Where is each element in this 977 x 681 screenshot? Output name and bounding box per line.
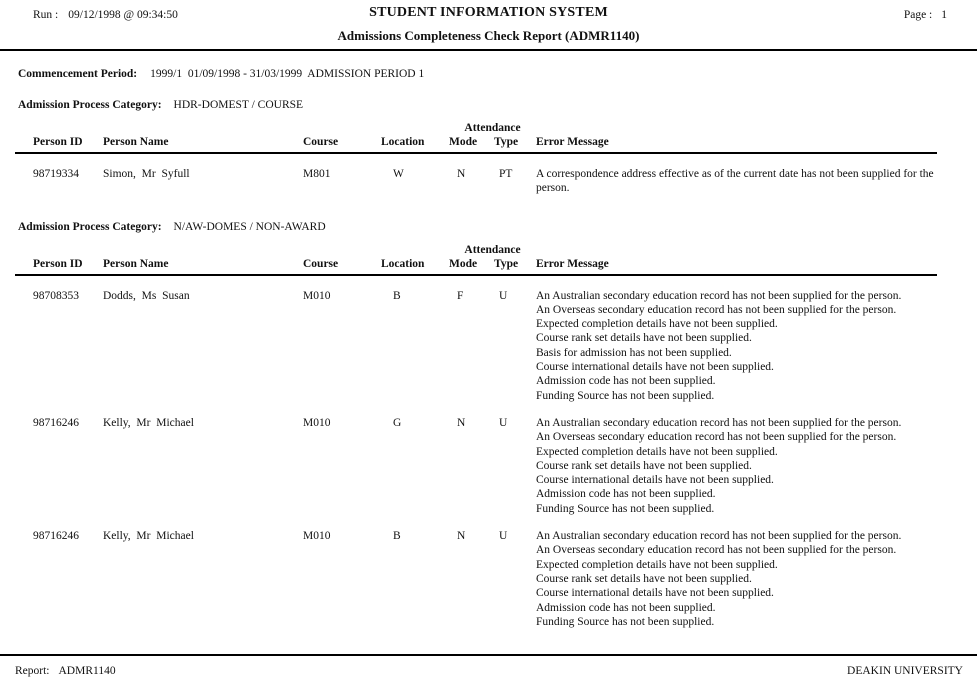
error-message: An Australian secondary education record has not been supplied for the person. [536, 530, 902, 543]
table-row [33, 289, 937, 403]
cell-person-id: 98719334 [33, 168, 79, 180]
col-header-person-id: Person ID [33, 136, 83, 148]
col-header-person-name: Person Name [103, 257, 169, 270]
error-message: Expected completion details have not been supplied. [536, 318, 778, 331]
run-value: 09/12/1998 @ 09:34:50 [68, 9, 178, 21]
page-label: Page : [903, 9, 933, 21]
cell-person-name: Kelly, Mr Michael [103, 416, 194, 429]
category-label: Admission Process Category: [18, 99, 162, 111]
error-message: Admission code has not been supplied. [536, 488, 716, 501]
cell-mode: N [457, 530, 466, 543]
col-header-error-message: Error Message [536, 136, 609, 148]
cell-location: W [393, 168, 404, 180]
category-line [18, 220, 977, 234]
cell-person-name: Dodds, Ms Susan [103, 289, 190, 302]
page-number-line [904, 8, 947, 22]
error-message: Funding Source has not been supplied. [536, 502, 715, 515]
error-message: An Australian secondary education record has not been supplied for the person. [536, 416, 902, 429]
cell-course: M010 [303, 416, 331, 429]
cell-type: U [499, 530, 508, 543]
col-header-location: Location [381, 136, 425, 148]
attendance-group-row [33, 243, 937, 257]
cell-error-messages [536, 289, 937, 403]
error-message: Course rank set details have not been supplied. [536, 459, 752, 472]
commencement-label: Commencement Period: [18, 68, 138, 80]
attendance-group-header: Attendance [464, 243, 521, 256]
error-message: Course international details have not been supplied. [536, 474, 774, 487]
attendance-group-row [33, 121, 937, 135]
error-message: Course rank set details have not been supplied. [536, 572, 752, 585]
cell-location: B [393, 530, 401, 543]
page-number: 1 [941, 9, 947, 21]
col-header-mode: Mode [449, 136, 478, 148]
col-header-type: Type [494, 257, 519, 270]
error-message: Basis for admission has not been supplied. [536, 346, 732, 359]
error-message: Admission code has not been supplied. [536, 601, 716, 614]
report-title: STUDENT INFORMATION SYSTEM [369, 5, 608, 20]
cell-type: U [499, 416, 508, 429]
col-header-course: Course [303, 257, 339, 270]
error-message: Funding Source has not been supplied. [536, 389, 715, 402]
footer-university: DEAKIN UNIVERSITY [847, 665, 963, 677]
col-header-person-id: Person ID [33, 257, 83, 270]
error-message: Course rank set details have not been supplied. [536, 332, 752, 345]
error-message: Expected completion details have not been supplied. [536, 558, 778, 571]
cell-person-id: 98716246 [33, 530, 79, 543]
report-subtitle: Admissions Completeness Check Report (ADMR1140) [337, 28, 640, 43]
footer-report-label: Report: [15, 665, 50, 677]
col-header-person-name: Person Name [103, 136, 169, 148]
error-message: An Overseas secondary education record has not been supplied for the person. [536, 544, 897, 557]
cell-error-messages [536, 167, 937, 196]
cell-course: M010 [303, 530, 331, 543]
col-header-mode: Mode [449, 257, 478, 270]
error-message: An Overseas secondary education record has not been supplied for the person. [536, 431, 897, 444]
run-label: Run : [33, 9, 59, 21]
error-message: A correspondence address effective as of the current date has not been supplied for the person. [536, 168, 934, 195]
table-column-headers [33, 257, 937, 271]
commencement-value: 1999/1 01/09/1998 - 31/03/1999 ADMISSION PERIOD 1 [150, 68, 425, 80]
table-header-rule [15, 152, 937, 154]
table-row [33, 167, 937, 196]
table-row [33, 416, 937, 516]
cell-course: M010 [303, 289, 331, 302]
cell-location: B [393, 289, 401, 302]
col-header-location: Location [381, 257, 425, 270]
footer-report-value: ADMR1140 [58, 665, 116, 677]
category-value: HDR-DOMEST / COURSE [173, 99, 304, 111]
cell-mode: N [457, 168, 466, 180]
cell-type: U [499, 289, 508, 302]
cell-error-messages [536, 529, 937, 629]
cell-location: G [393, 416, 402, 429]
page-footer [0, 654, 977, 678]
col-header-error-message: Error Message [536, 257, 609, 270]
cell-person-name: Kelly, Mr Michael [103, 530, 194, 543]
cell-mode: F [457, 289, 464, 302]
page-header [0, 0, 977, 51]
cell-person-name: Simon, Mr Syfull [103, 168, 190, 180]
error-message: Admission code has not been supplied. [536, 375, 716, 388]
category-value: N/AW-DOMES / NON-AWARD [173, 220, 326, 233]
cell-type: PT [499, 168, 513, 180]
error-message: An Overseas secondary education record has not been supplied for the person. [536, 303, 897, 316]
error-message: Funding Source has not been supplied. [536, 615, 715, 628]
cell-course: M801 [303, 168, 331, 180]
col-header-type: Type [494, 136, 519, 148]
table-column-headers [33, 135, 937, 149]
error-message: An Australian secondary education record has not been supplied for the person. [536, 289, 902, 302]
table-header-rule [15, 274, 937, 276]
attendance-group-header: Attendance [464, 122, 521, 134]
cell-mode: N [457, 416, 466, 429]
admission-section-hdr-domest [0, 98, 977, 196]
category-label: Admission Process Category: [18, 220, 162, 233]
cell-person-id: 98716246 [33, 416, 79, 429]
commencement-period [18, 67, 977, 81]
error-message: Course international details have not been supplied. [536, 361, 774, 374]
cell-person-id: 98708353 [33, 289, 79, 302]
footer-report-id [15, 664, 116, 678]
table-row [33, 529, 937, 629]
admission-section-naw-domes [0, 220, 977, 630]
col-header-course: Course [303, 136, 339, 148]
category-line [18, 98, 977, 112]
cell-error-messages [536, 416, 937, 516]
error-message: Course international details have not been supplied. [536, 587, 774, 600]
error-message: Expected completion details have not been supplied. [536, 445, 778, 458]
